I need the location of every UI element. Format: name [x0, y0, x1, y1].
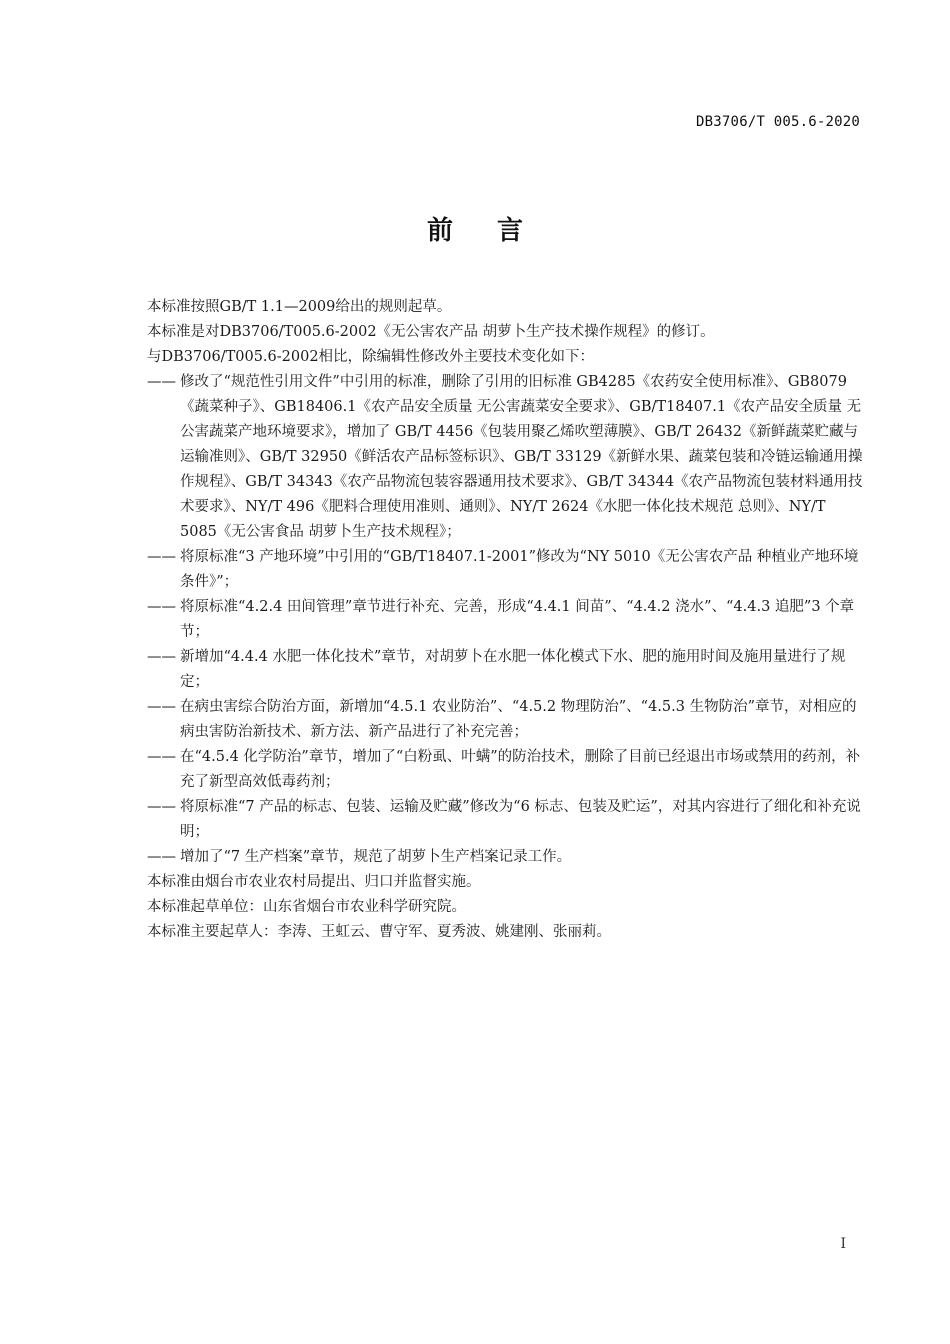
change-text: 在病虫害综合防治方面，新增加“4.5.1 农业防治”、“4.5.2 物理防治”、“4.5.3 生物防治”章节，对相应的病虫害防治新技术、新方法、新产品进行了补充完善； [180, 699, 857, 740]
change-item [147, 695, 867, 745]
document-code: DB3706/T 005.6-2020 [696, 114, 860, 130]
change-item [147, 745, 867, 795]
intro-paragraph: 与DB3706/T005.6-2002相比，除编辑性修改外主要技术变化如下： [147, 349, 595, 365]
dash-marker: —— [147, 749, 176, 765]
closing-paragraph: 本标准起草单位：山东省烟台市农业科学研究院。 [147, 899, 466, 915]
change-item [147, 795, 867, 845]
change-item [147, 595, 867, 645]
change-text: 修改了“规范性引用文件”中引用的标准，删除了引用的旧标准 GB4285《农药安全使用标准》、GB8079《蔬菜种子》、GB18406.1《农产品安全质量 无公害蔬菜安全要求》、GB/T18407.1《农产品安全质量 无公害蔬菜产地环境要求》，增加了 GB/T 4456《包装用聚乙烯吹塑薄膜》、GB/T 26432《新鲜蔬菜贮藏与运输准则》、GB/T 32950《鲜活农产品标签标识》、GB/T 33129《新鲜水果、蔬菜包装和冷链运输通用操作规程》、GB/T 34343《农产品物流包装容器通用技术要求》、GB/T 34344《农产品物流包装材料通用技术要求》、NY/T 496《肥料合理使用准则、通则》、NY/T 2624《水肥一体化技术规范 总则》、NY/T 5085《无公害食品 胡萝卜生产技术规程》； [180, 374, 863, 540]
change-item [147, 845, 867, 870]
closing-paragraph: 本标准主要起草人：李涛、王虹云、曹守军、夏秀波、姚建刚、张丽莉。 [147, 924, 611, 940]
page-title: 前言 [426, 216, 567, 246]
dash-marker: —— [147, 374, 176, 390]
change-text: 将原标准“7 产品的标志、包装、运输及贮藏”修改为“6 标志、包装及贮运”，对其内容进行了细化和补充说明； [180, 799, 861, 840]
change-text: 在“4.5.4 化学防治”章节，增加了“白粉虱、叶螨”的防治技术，删除了目前已经退出市场或禁用的药剂，补充了新型高效低毒药剂； [180, 749, 861, 790]
dash-marker: —— [147, 599, 176, 615]
dash-marker: —— [147, 799, 176, 815]
change-text: 将原标准“4.2.4 田间管理”章节进行补充、完善，形成“4.4.1 间苗”、“4.4.2 浇水”、“4.4.3 追肥”3 个章节； [180, 599, 855, 640]
change-text: 将原标准“3 产地环境”中引用的“GB/T18407.1-2001”修改为“NY 5010《无公害农产品 种植业产地环境条件》”； [180, 549, 859, 590]
page-number: I [840, 1236, 846, 1252]
change-text: 新增加“4.4.4 水肥一体化技术”章节，对胡萝卜在水肥一体化模式下水、肥的施用时间及施用量进行了规定； [180, 649, 846, 690]
change-item [147, 645, 867, 695]
dash-marker: —— [147, 849, 176, 865]
change-item [147, 545, 867, 595]
dash-marker: —— [147, 549, 176, 565]
change-text: 增加了“7 生产档案”章节，规范了胡萝卜生产档案记录工作。 [180, 849, 572, 865]
dash-marker: —— [147, 649, 176, 665]
closing-paragraph: 本标准由烟台市农业农村局提出、归口并监督实施。 [147, 874, 481, 890]
foreword-body [147, 295, 867, 945]
intro-paragraph: 本标准是对DB3706/T005.6-2002《无公害农产品 胡萝卜生产技术操作规程》的修订。 [147, 324, 715, 340]
dash-marker: —— [147, 699, 176, 715]
intro-paragraph: 本标准按照GB/T 1.1—2009给出的规则起草。 [147, 299, 452, 315]
change-item [147, 370, 867, 545]
